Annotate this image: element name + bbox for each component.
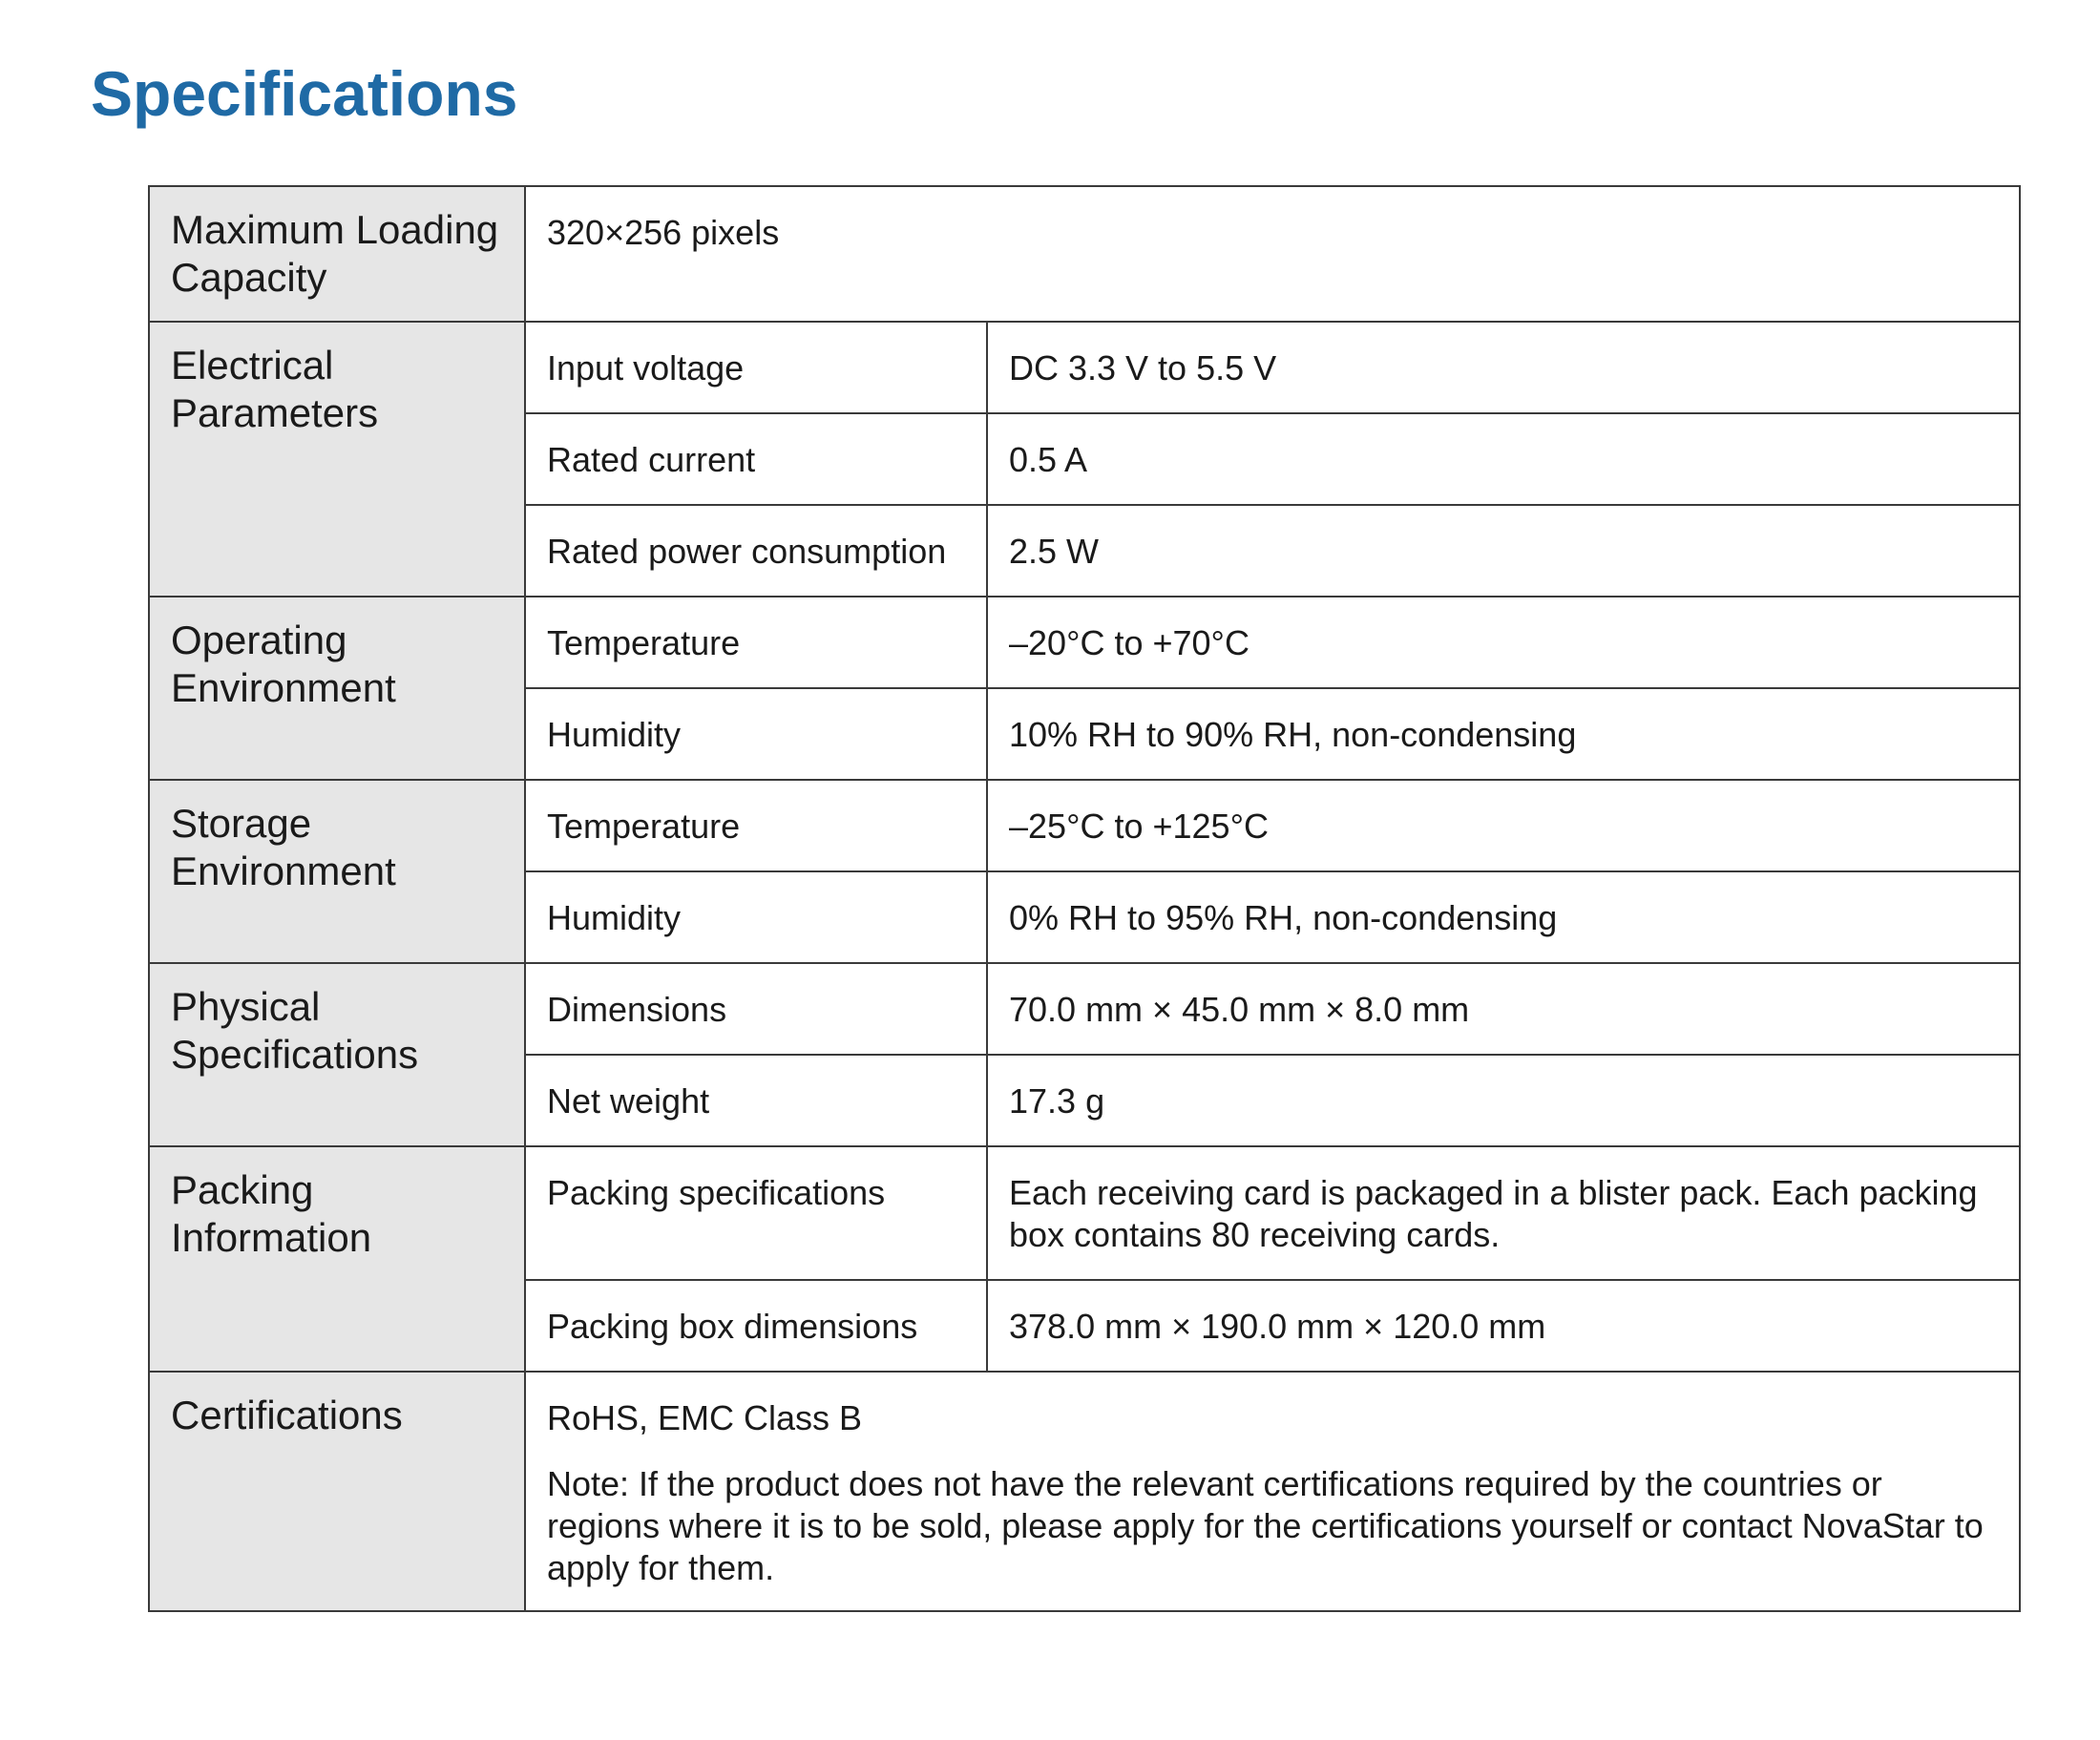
spec-value: 70.0 mm × 45.0 mm × 8.0 mm [987, 963, 2020, 1055]
spec-value: 378.0 mm × 190.0 mm × 120.0 mm [987, 1280, 2020, 1372]
param-label: Packing specifications [525, 1146, 987, 1280]
spec-value: DC 3.3 V to 5.5 V [987, 322, 2020, 413]
certifications-value: RoHS, EMC Class B [547, 1398, 863, 1437]
category-label: Physical Specifications [149, 963, 525, 1146]
spec-value: 0.5 A [987, 413, 2020, 505]
spec-value: 17.3 g [987, 1055, 2020, 1146]
param-label: Rated power consumption [525, 505, 987, 597]
table-row [149, 963, 2020, 1055]
category-label: Maximum Loading Capacity [149, 186, 525, 322]
table-row [149, 597, 2020, 688]
table-row [149, 186, 2020, 322]
certifications-cell [525, 1372, 2020, 1611]
spec-value: Each receiving card is packaged in a blister pack. Each packing box contains 80 receiving cards. [987, 1146, 2020, 1280]
certifications-note: Note: If the product does not have the relevant certifications required by the countries or regions where it is to be sold, please apply for the certifications yourself or contact NovaStar to apply for them. [547, 1464, 1984, 1587]
spec-value: –20°C to +70°C [987, 597, 2020, 688]
category-label: Packing Information [149, 1146, 525, 1372]
category-label: Operating Environment [149, 597, 525, 780]
param-label: Temperature [525, 780, 987, 871]
table-row [149, 780, 2020, 871]
spec-value: 320×256 pixels [525, 186, 2020, 322]
param-label: Input voltage [525, 322, 987, 413]
param-label: Temperature [525, 597, 987, 688]
page-title: Specifications [91, 58, 518, 129]
spec-value: 2.5 W [987, 505, 2020, 597]
table-row [149, 1372, 2020, 1611]
param-label: Net weight [525, 1055, 987, 1146]
table-row [149, 1146, 2020, 1280]
table-row [149, 322, 2020, 413]
spec-value: –25°C to +125°C [987, 780, 2020, 871]
spec-value: 0% RH to 95% RH, non-condensing [987, 871, 2020, 963]
category-label: Storage Environment [149, 780, 525, 963]
param-label: Dimensions [525, 963, 987, 1055]
param-label: Humidity [525, 688, 987, 780]
param-label: Rated current [525, 413, 987, 505]
category-label: Certifications [149, 1372, 525, 1611]
param-label: Packing box dimensions [525, 1280, 987, 1372]
spec-value: 10% RH to 90% RH, non-condensing [987, 688, 2020, 780]
specifications-table [148, 185, 2021, 1612]
param-label: Humidity [525, 871, 987, 963]
category-label: Electrical Parameters [149, 322, 525, 597]
